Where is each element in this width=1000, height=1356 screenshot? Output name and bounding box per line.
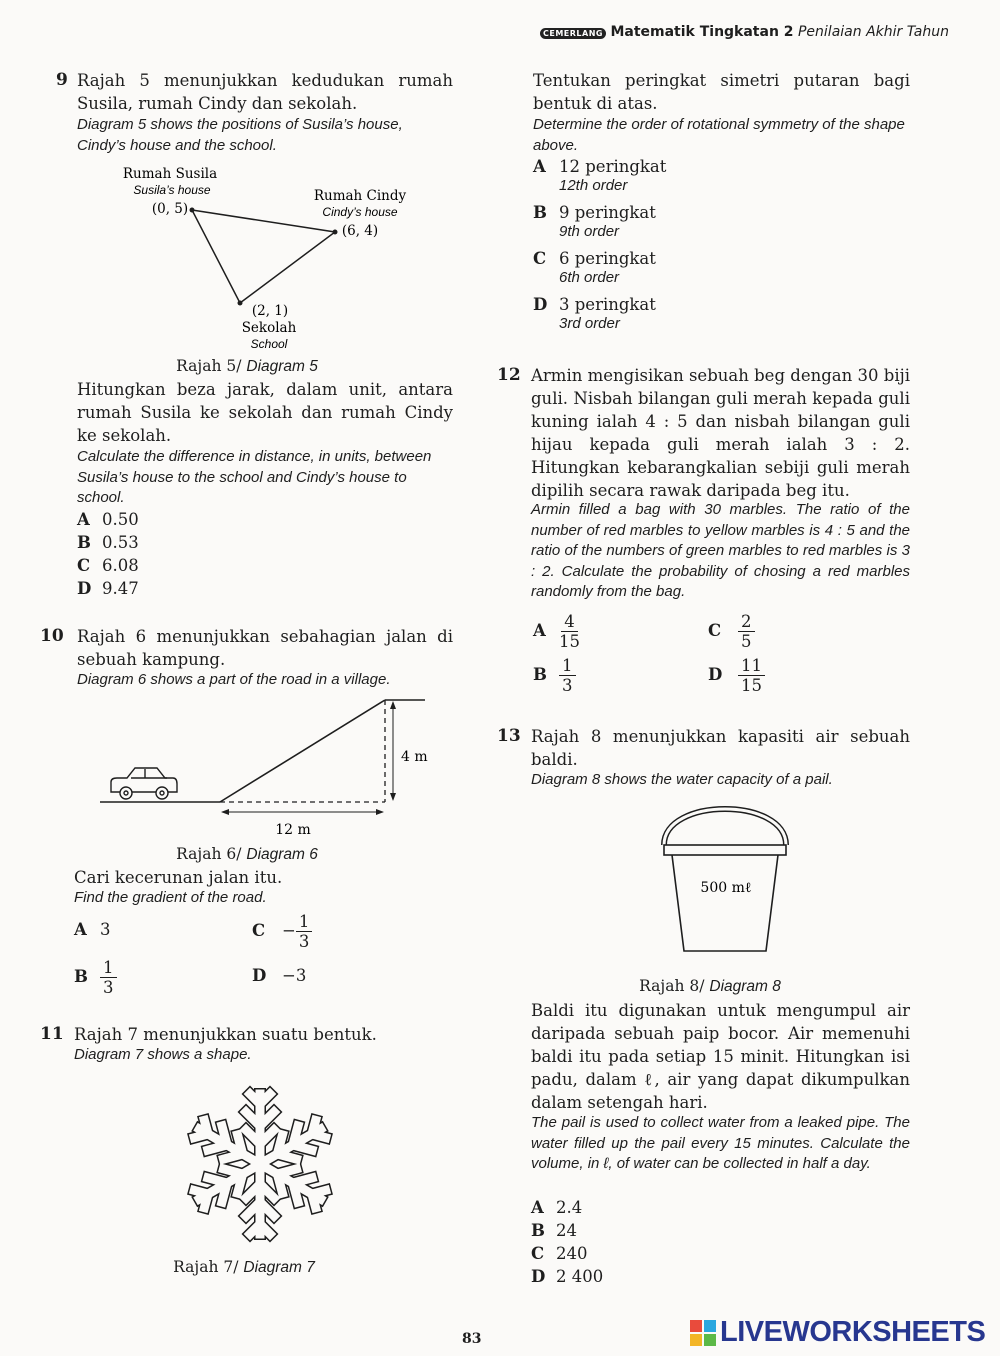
q13-ask-ms: Baldi itu digunakan untuk mengumpul air daripada sebuah paip bocor. Air memenuhi baldi itu pada setiap 15 minit. Hitungkan isi padu, dalam ℓ, air yang dapat dikumpulkan dalam setengah hari.	[531, 1001, 910, 1112]
option-text: 6.08	[102, 556, 139, 575]
option-letter: C	[531, 1244, 545, 1263]
q10-option-c[interactable]	[252, 912, 312, 951]
option-text-en: 3rd order	[559, 315, 620, 332]
numerator: 1	[559, 656, 576, 676]
option-letter: C	[77, 556, 91, 575]
option-letter: B	[77, 533, 91, 552]
q13-stem-en: Diagram 8 shows the water capacity of a pail.	[531, 771, 833, 788]
numerator: 2	[738, 612, 755, 632]
liveworksheets-logo-icon	[690, 1320, 716, 1346]
option-text: 0.50	[102, 510, 139, 529]
diagram-7-snowflake	[185, 1078, 335, 1250]
option-letter: D	[708, 665, 723, 684]
q10-stem-en: Diagram 6 shows a part of the road in a village.	[77, 671, 391, 688]
option-letter: A	[74, 920, 87, 939]
q10-number: 10	[40, 626, 64, 646]
q11-stem-ms: Rajah 7 menunjukkan suatu bentuk.	[74, 1025, 377, 1044]
option-text-en: 12th order	[559, 177, 628, 194]
caption-en: Diagram 8	[709, 978, 781, 995]
susila-coord: (0, 5)	[151, 201, 189, 217]
page-header	[540, 24, 949, 40]
q9-ask-ms: Hitungkan beza jarak, dalam unit, antara rumah Susila ke sekolah dan rumah Cindy ke sekolah.	[77, 380, 453, 445]
q9-stem-ms: Rajah 5 menunjukkan kedudukan rumah Susila, rumah Cindy dan sekolah.	[77, 71, 453, 113]
base-label: 12 m	[275, 822, 311, 838]
header-subtitle: Penilaian Akhir Tahun	[797, 24, 949, 40]
liveworksheets-watermark[interactable]	[690, 1316, 985, 1349]
brand-logo: CEMERLANG	[540, 28, 606, 39]
cindy-label-ms: Rumah Cindy	[313, 188, 407, 204]
snowflake-fill	[192, 1094, 327, 1234]
q13-options	[531, 1198, 603, 1290]
school-label-en: School	[250, 337, 288, 351]
q13-stem-ms: Rajah 8 menunjukkan kapasiti air sebuah baldi.	[531, 727, 910, 769]
q11-option-d[interactable]	[533, 295, 666, 341]
q10-option-d[interactable]	[252, 966, 306, 985]
option-text: 24	[556, 1221, 577, 1240]
option-text-ms: 3 peringkat	[559, 295, 656, 314]
q13-ask-en: The pail is used to collect water from a leaked pipe. The water filled up the pail every 15 minutes. Calculate the volume, in ℓ, of water can be collected in half a day.	[531, 1114, 910, 1172]
base-arrow-left	[221, 809, 229, 815]
q9-ask-en: Calculate the difference in distance, in units, between Susila’s house to the school and Cindy’s house to school.	[77, 448, 432, 506]
option-fraction	[738, 656, 765, 695]
q11-ask-ms: Tentukan peringkat simetri putaran bagi bentuk di atas.	[533, 71, 910, 113]
option-letter: D	[533, 295, 548, 314]
option-letter: A	[77, 510, 90, 529]
pail-body	[672, 855, 778, 951]
page-number: 83	[462, 1331, 482, 1347]
q11-ask-en: Determine the order of rotational symmetry of the shape above.	[533, 116, 905, 154]
option-sign: −	[282, 921, 296, 940]
road-slope	[220, 700, 385, 802]
diagram-8-pail	[650, 805, 800, 965]
caption-ms: Rajah 8/	[639, 977, 705, 995]
option-letter: D	[252, 966, 267, 985]
susila-label-en: Susila’s house	[133, 183, 211, 197]
q9-option-d[interactable]	[77, 579, 139, 602]
susila-house-point	[190, 208, 195, 213]
option-letter: C	[533, 249, 547, 268]
caption-diagram-7	[74, 1258, 414, 1277]
q11-option-b[interactable]	[533, 203, 666, 249]
option-letter: C	[708, 621, 722, 640]
q10-option-a[interactable]	[74, 920, 111, 939]
q12-stem-ms: Armin mengisikan sebuah beg dengan 30 biji guli. Nisbah bilangan guli merah kepada guli kuning ialah 4 : 5 dan nisbah bilangan guli hijau kepada guli merah ialah 3 : 2. Hitungkan kebarangkalian sebiji guli merah dipilih secara rawak daripada beg itu.	[531, 366, 910, 500]
q13-option-b[interactable]	[531, 1221, 603, 1244]
q11-number: 11	[40, 1024, 64, 1044]
option-text: 9.47	[102, 579, 139, 598]
q11-options	[533, 157, 666, 341]
option-text-en: 9th order	[559, 223, 620, 240]
option-text: −3	[282, 966, 307, 985]
denominator: 3	[562, 676, 573, 695]
option-letter: A	[531, 1198, 544, 1217]
denominator: 15	[741, 676, 762, 695]
watermark-text: LIVEWORKSHEETS	[720, 1316, 986, 1348]
diagram-6	[95, 692, 455, 842]
option-letter: B	[74, 967, 88, 986]
q13-number: 13	[497, 726, 521, 746]
option-text: 2.4	[556, 1198, 583, 1217]
height-arrow-top	[390, 701, 396, 709]
susila-label-ms: Rumah Susila	[122, 166, 218, 182]
q10-ask-en: Find the gradient of the road.	[74, 889, 267, 906]
denominator: 3	[298, 932, 310, 951]
q12-number: 12	[497, 365, 521, 385]
option-letter: D	[77, 579, 92, 598]
q10-option-b[interactable]	[74, 958, 117, 997]
option-fraction	[559, 612, 580, 651]
option-text-ms: 6 peringkat	[559, 249, 656, 268]
q9-option-c[interactable]	[77, 556, 139, 579]
q9-options	[77, 510, 139, 602]
car-icon	[111, 768, 177, 799]
base-arrow-right	[376, 809, 384, 815]
q12-option-d[interactable]	[708, 656, 765, 695]
option-text: 3	[100, 920, 111, 939]
school-coord: (2, 1)	[251, 303, 289, 319]
q12-option-a[interactable]	[533, 612, 580, 651]
caption-diagram-6	[77, 845, 417, 864]
option-text: 0.53	[102, 533, 139, 552]
caption-ms: Rajah 7/	[173, 1258, 239, 1276]
option-fraction	[738, 612, 755, 651]
q9-option-a[interactable]	[77, 510, 139, 533]
caption-en: Diagram 7	[243, 1259, 315, 1276]
numerator: 4	[561, 612, 578, 632]
header-title: Matematik Tingkatan 2	[610, 24, 794, 40]
q11-stem-en: Diagram 7 shows a shape.	[74, 1046, 252, 1063]
pail-capacity-label: 500 mℓ	[700, 880, 752, 896]
height-arrow-bottom	[390, 793, 396, 801]
caption-diagram-8	[560, 977, 860, 996]
caption-ms: Rajah 5/	[176, 357, 242, 375]
school-label-ms: Sekolah	[241, 320, 297, 336]
option-text: 240	[556, 1244, 588, 1263]
caption-ms: Rajah 6/	[176, 845, 242, 863]
option-text: 2 400	[556, 1267, 604, 1286]
caption-diagram-5	[77, 357, 417, 376]
option-letter: B	[531, 1221, 545, 1240]
option-fraction	[100, 958, 117, 997]
school-point	[238, 301, 243, 306]
denominator: 15	[559, 632, 580, 651]
option-letter: A	[533, 157, 546, 176]
pail-handle	[664, 809, 786, 845]
numerator: 11	[738, 656, 765, 676]
cindy-house-point	[333, 230, 338, 235]
q12-option-b[interactable]	[533, 656, 576, 695]
numerator: 1	[296, 912, 313, 932]
q12-stem-en: Armin filled a bag with 30 marbles. The ratio of the number of red marbles to yellow marbles is 4 : 5 and the ratio of the numbers of green marbles to red marbles is 3 : 2. Calculate the probability of chosing a red marbles randomly from the bag.	[531, 501, 910, 600]
option-letter: D	[531, 1267, 546, 1286]
option-letter: C	[252, 921, 266, 940]
diagram-5	[120, 160, 440, 360]
numerator: 1	[100, 958, 117, 978]
q9-stem-en: Diagram 5 shows the positions of Susila’s house, Cindy’s house and the school.	[77, 116, 403, 154]
q9-number: 9	[56, 70, 68, 90]
pail-handle-inner	[664, 809, 786, 845]
q11-option-a[interactable]	[533, 157, 666, 203]
option-text-ms: 12 peringkat	[559, 157, 667, 176]
denominator: 5	[741, 632, 752, 651]
caption-en: Diagram 6	[246, 846, 318, 863]
q12-option-c[interactable]	[708, 612, 755, 651]
triangle-houses	[192, 210, 335, 303]
denominator: 3	[103, 978, 114, 997]
pail-rim	[664, 845, 786, 855]
option-letter: A	[533, 621, 546, 640]
height-label: 4 m	[401, 749, 428, 765]
q10-stem-ms: Rajah 6 menunjukkan sebahagian jalan di sebuah kampung.	[77, 627, 453, 669]
option-letter: B	[533, 203, 547, 222]
option-letter: B	[533, 665, 547, 684]
cindy-coord: (6, 4)	[341, 223, 379, 239]
option-text-ms: 9 peringkat	[559, 203, 656, 222]
caption-en: Diagram 5	[246, 358, 318, 375]
option-fraction	[559, 656, 576, 695]
cindy-label-en: Cindy’s house	[322, 205, 398, 219]
q9-option-b[interactable]	[77, 533, 139, 556]
q13-option-d[interactable]	[531, 1267, 603, 1290]
option-text-en: 6th order	[559, 269, 620, 286]
q10-ask-ms: Cari kecerunan jalan itu.	[74, 868, 283, 887]
option-fraction	[296, 912, 313, 951]
q13-option-c[interactable]	[531, 1244, 603, 1267]
q11-option-c[interactable]	[533, 249, 666, 295]
q13-option-a[interactable]	[531, 1198, 603, 1221]
